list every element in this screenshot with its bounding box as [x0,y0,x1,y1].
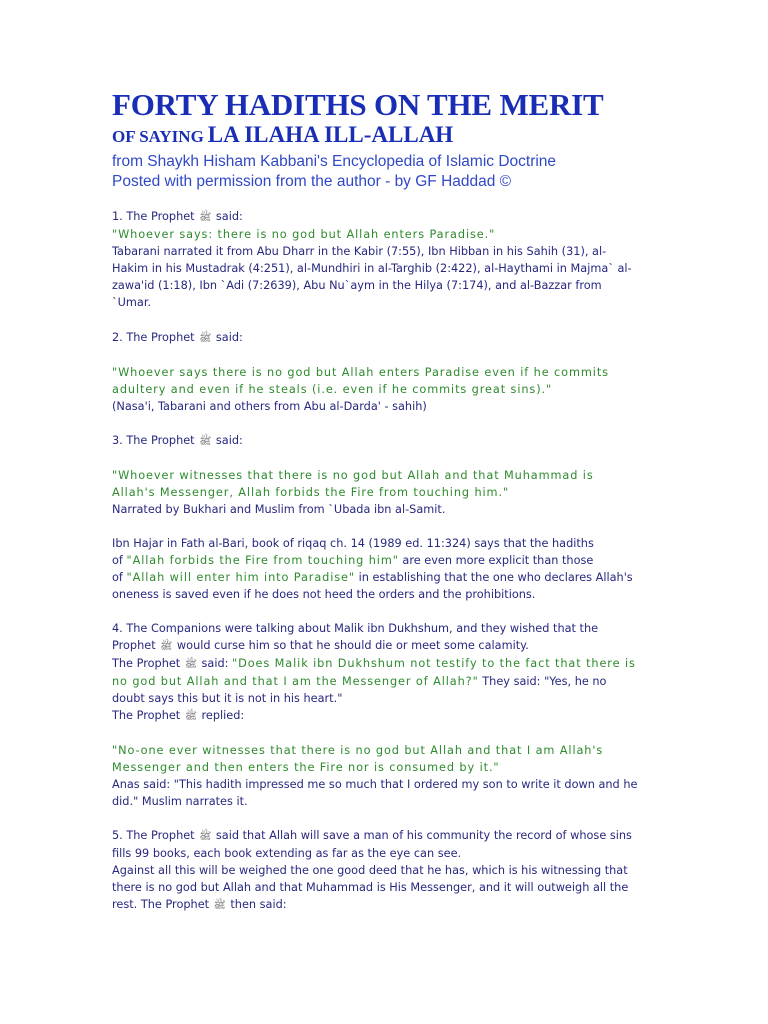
hadith-4 [112,620,657,810]
narrative-line: fills 99 books, each book extending as far as the eye can see. [112,847,462,860]
document-subtitle [112,122,657,151]
salawat-icon: ﷺ [184,659,197,670]
salawat-icon: ﷺ [160,641,173,652]
hadith-reference-line: zawa'id (1:18), Ibn `Adi (7:2639), Abu Nu`aym in the Hilya (7:174), and al-Bazzar from [112,279,602,292]
narrative-line: did." Muslim narrates it. [112,795,248,808]
byline-source: from Shaykh Hisham Kabbani's Encyclopedia of Islamic Doctrine [112,153,557,170]
hadith-reference-line: Hakim in his Mustadrak (4:251), al-Mundhiri in al-Targhib (2:422), al-Haythami in Majma` al- [112,262,632,275]
narrative-line: Prophet ﷺ would curse him so that he should die or meet some calamity. [112,637,657,655]
subtitle-prefix: OF SAYING [112,127,204,146]
hadith-quote: "Whoever says: there is no god but Allah enters Paradise." [112,228,496,241]
document-title: FORTY HADITHS ON THE MERIT [112,87,604,122]
narrative-line: Anas said: "This hadith impressed me so much that I ordered my son to write it down and he [112,778,638,791]
hadith-intro: 3. The Prophet ﷺ said: [112,432,657,450]
narrative-line: no god but Allah and that I am the Messenger of Allah?" They said: "Yes, he no [112,675,607,688]
hadith-reference: (Nasa'i, Tabarani and others from Abu al-Darda' - sahih) [112,400,427,413]
commentary-line: of "Allah will enter him into Paradise" in establishing that the one who declares Allah's [112,571,633,584]
narrative-line: 4. The Companions were talking about Malik ibn Dukhshum, and they wished that the [112,622,599,635]
byline-permission: Posted with permission from the author - by GF Haddad © [112,173,512,190]
hadith-quote-line: Allah's Messenger, Allah forbids the Fire from touching him." [112,486,510,499]
narrative-line: Against all this will be weighed the one good deed that he has, which is his witnessing that [112,864,628,877]
hadith-5 [112,827,657,914]
hadith-quote-line: "Whoever witnesses that there is no god but Allah and that Muhammad is [112,469,594,482]
narrative-line: The Prophet ﷺ replied: [112,707,657,725]
salawat-icon: ﷺ [213,900,226,911]
narrative-line: there is no god but Allah and that Muhammad is His Messenger, and it will outweigh all the [112,881,629,894]
narrative-line: rest. The Prophet ﷺ then said: [112,896,657,914]
subtitle-main: LA ILAHA ILL-ALLAH [207,122,454,147]
hadith-reference-line: Tabarani narrated it from Abu Dharr in the Kabir (7:55), Ibn Hibban in his Sahih (31), al- [112,245,607,258]
commentary-line: of "Allah forbids the Fire from touching him" are even more explicit than those [112,554,594,567]
hadith-reference-line: `Umar. [112,296,152,309]
narrative-line: The Prophet ﷺ said: "Does Malik ibn Dukhshum not testify to the fact that there is [112,655,657,673]
salawat-icon: ﷺ [199,831,212,842]
hadith-2 [112,329,657,415]
hadith-intro: 1. The Prophet ﷺ said: [112,208,657,226]
hadith-intro: 2. The Prophet ﷺ said: [112,329,657,347]
commentary-line: Ibn Hajar in Fath al-Bari, book of riqaq ch. 14 (1989 ed. 11:324) says that the hadiths [112,537,594,550]
hadith-3 [112,432,657,603]
salawat-icon: ﷺ [199,212,212,223]
hadith-quote-line: "No-one ever witnesses that there is no god but Allah and that I am Allah's [112,744,604,757]
salawat-icon: ﷺ [199,333,212,344]
hadith-reference: Narrated by Bukhari and Muslim from `Ubada ibn al-Samit. [112,503,446,516]
hadith-quote-line: Messenger and then enters the Fire nor is consumed by it." [112,761,500,774]
salawat-icon: ﷺ [199,436,212,447]
salawat-icon: ﷺ [184,711,197,722]
hadith-1 [112,208,657,311]
document-page [112,88,657,914]
narrative-line: doubt says this but it is not in his heart." [112,692,343,705]
hadith-quote-line: adultery and even if he steals (i.e. even if he commits great sins)." [112,383,553,396]
hadith-quote-line: "Whoever says there is no god but Allah enters Paradise even if he commits [112,366,609,379]
narrative-line: 5. The Prophet ﷺ said that Allah will save a man of his community the record of whose sins [112,827,657,845]
commentary-line: oneness is saved even if he does not heed the orders and the prohibitions. [112,588,536,601]
